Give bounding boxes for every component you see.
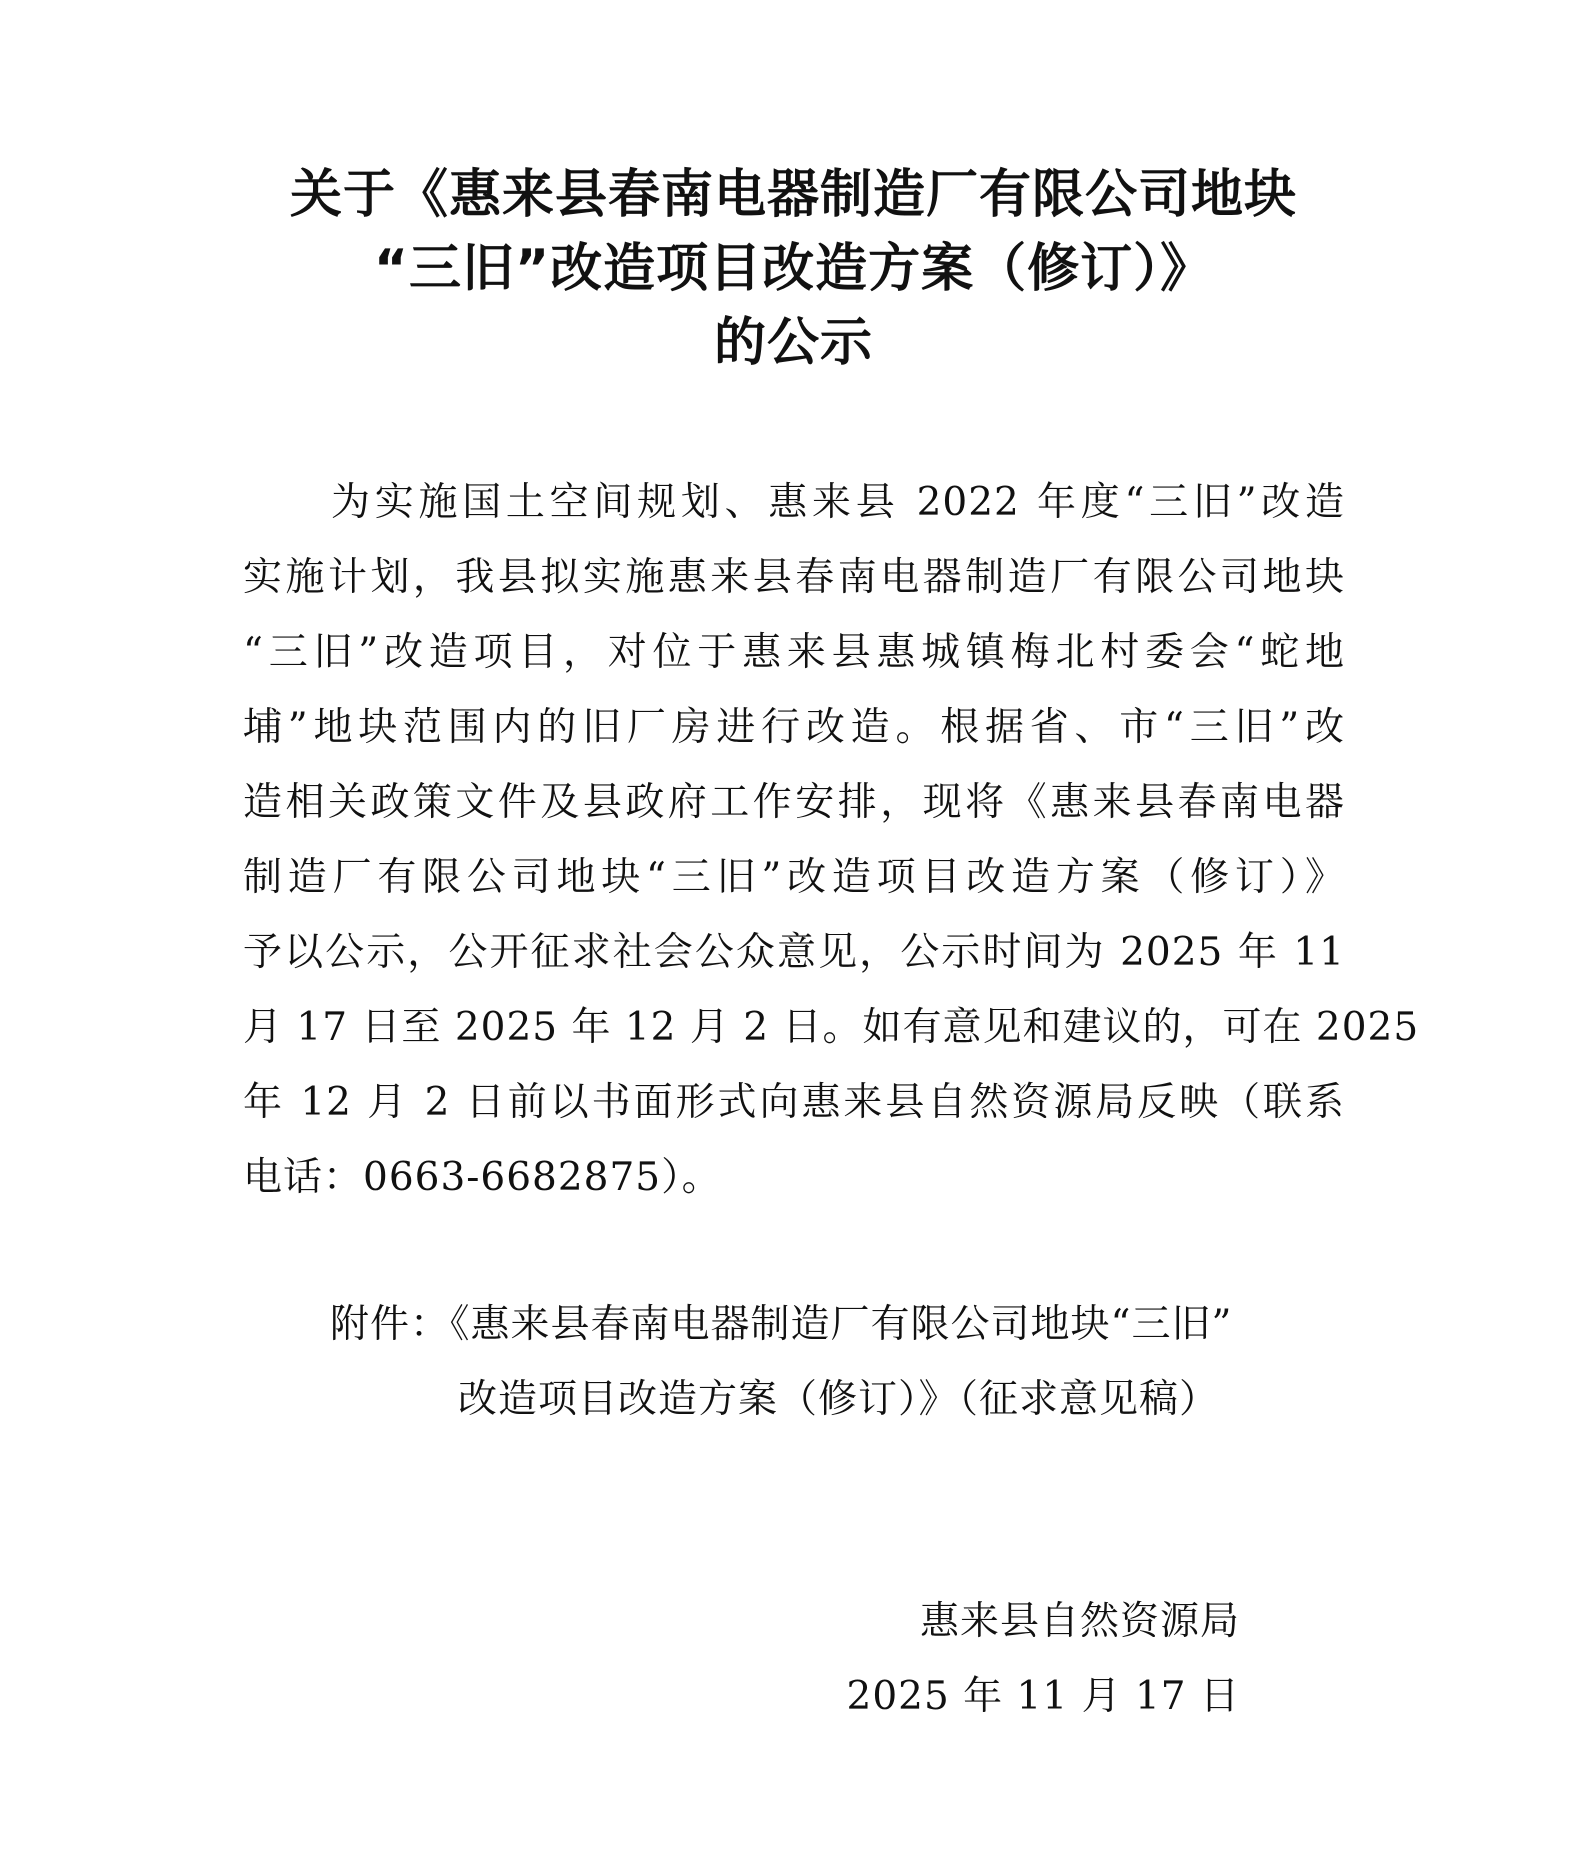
body-line-9: 年 12 月 2 日前以书面形式向惠来县自然资源局反映（联系 [243,1080,1345,1125]
body-line-5: 造相关政策文件及县政府工作安排，现将《惠来县春南电器 [243,780,1345,825]
document-title [200,158,1387,380]
body-line-3: “三旧”改造项目，对位于惠来县惠城镇梅北村委会“蛇地 [243,630,1345,675]
body-line-2: 实施计划，我县拟实施惠来县春南电器制造厂有限公司地块 [243,555,1345,600]
title-line-3: 的公示 [713,313,873,373]
body-line-7: 予以公示，公开征求社会公众意见，公示时间为 2025 年 11 [243,930,1345,975]
attachment-line-2: 改造项目改造方案（修订）》（征求意见稿） [458,1377,1220,1422]
signature-block [820,1584,1240,1734]
body-line-4: 埔”地块范围内的旧厂房进行改造。根据省、市“三旧”改 [243,705,1345,750]
issuer-name: 惠来县自然资源局 [919,1599,1240,1644]
body-line-10: 电话：0663-6682875）。 [243,1155,722,1200]
body-line-1: 为实施国土空间规划、惠来县 2022 年度“三旧”改造 [331,480,1345,525]
attachment-note [330,1287,1340,1437]
issue-date: 2025 年 11 月 17 日 [846,1674,1240,1719]
title-line-2: “三旧”改造项目改造方案（修订）》 [373,239,1214,299]
title-line-1: 关于《惠来县春南电器制造厂有限公司地块 [289,165,1297,225]
attachment-line-1: 附件：《惠来县春南电器制造厂有限公司地块“三旧” [330,1302,1233,1347]
body-line-8: 月 17 日至 2025 年 12 月 2 日。如有意见和建议的，可在 2025 [243,1005,1420,1050]
body-line-6: 制造厂有限公司地块“三旧”改造项目改造方案（修订）》 [243,855,1345,900]
notice-body [243,465,1420,1215]
